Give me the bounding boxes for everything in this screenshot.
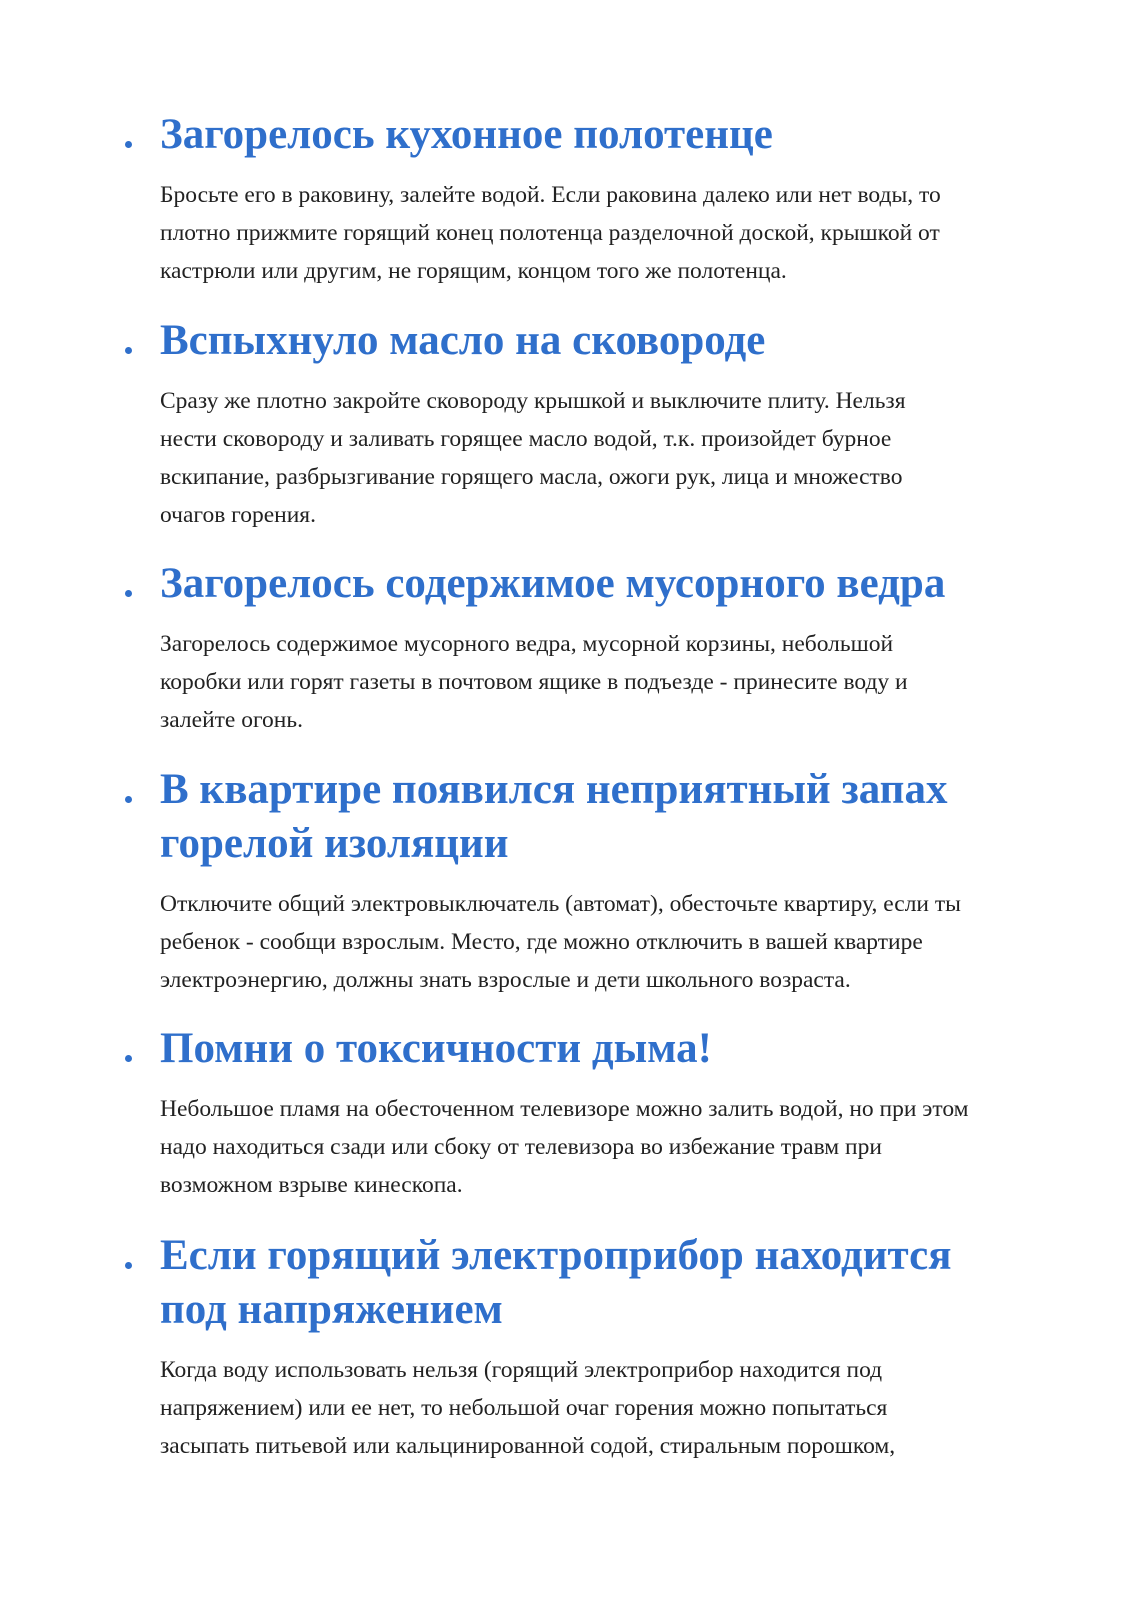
body-line: Загорелось содержимое мусорного ведра, мусорной корзины, небольшой	[160, 631, 894, 657]
section-body	[160, 1090, 1060, 1204]
section-body	[160, 176, 1060, 290]
body-line: коробки или горят газеты в почтовом ящике в подъезде - принесите воду и	[160, 669, 908, 695]
body-line: плотно прижмите горящий конец полотенца разделочной доской, крышкой от	[160, 220, 940, 246]
bullet-icon	[125, 347, 132, 354]
section-body	[160, 885, 1060, 999]
section-heading	[160, 557, 1060, 611]
body-line: кастрюли или другим, не горящим, концом того же полотенца.	[160, 258, 787, 284]
body-line: Сразу же плотно закройте сковороду крышкой и выключите плиту. Нельзя	[160, 388, 906, 414]
bullet-icon	[125, 590, 132, 597]
bullet-icon	[125, 141, 132, 148]
section-heading	[160, 763, 1060, 871]
body-line: возможном взрыве кинескопа.	[160, 1172, 463, 1198]
body-line: Отключите общий электровыключатель (автомат), обесточьте квартиру, если ты	[160, 891, 961, 917]
body-line: нести сковороду и заливать горящее масло водой, т.к. произойдет бурное	[160, 426, 892, 452]
body-line: засыпать питьевой или кальцинированной содой, стиральным порошком,	[160, 1433, 896, 1459]
bullet-icon	[125, 1262, 132, 1269]
heading-line: В квартире появился неприятный запах	[160, 766, 948, 813]
bullet-icon	[125, 796, 132, 803]
heading-line: горелой изоляции	[160, 820, 509, 867]
heading-line: Загорелось кухонное полотенце	[160, 111, 773, 158]
section-body	[160, 1351, 1060, 1465]
body-line: Бросьте его в раковину, залейте водой. Если раковина далеко или нет воды, то	[160, 182, 941, 208]
body-line: ребенок - сообщи взрослым. Место, где можно отключить в вашей квартире	[160, 929, 923, 955]
body-line: надо находиться сзади или сбоку от телевизора во избежание травм при	[160, 1134, 882, 1160]
section-body	[160, 625, 1060, 739]
heading-line: Загорелось содержимое мусорного ведра	[160, 560, 946, 607]
heading-line: Вспыхнуло масло на сковороде	[160, 317, 766, 364]
body-line: Когда воду использовать нельзя (горящий электроприбор находится под	[160, 1357, 883, 1383]
body-line: очагов горения.	[160, 502, 316, 528]
heading-line: под напряжением	[160, 1286, 503, 1333]
body-line: Небольшое пламя на обесточенном телевизоре можно залить водой, но при этом	[160, 1096, 969, 1122]
section-heading	[160, 108, 1060, 162]
body-line: напряжением) или ее нет, то небольшой очаг горения можно попытаться	[160, 1395, 888, 1421]
heading-line: Помни о токсичности дыма!	[160, 1025, 712, 1072]
body-line: залейте огонь.	[160, 707, 303, 733]
section-heading	[160, 1229, 1060, 1337]
body-line: вскипание, разбрызгивание горящего масла, ожоги рук, лица и множество	[160, 464, 903, 490]
heading-line: Если горящий электроприбор находится	[160, 1232, 952, 1279]
body-line: электроэнергию, должны знать взрослые и дети школьного возраста.	[160, 967, 851, 993]
section-heading	[160, 1022, 1060, 1076]
section-body	[160, 382, 1060, 534]
section-heading	[160, 314, 1060, 368]
bullet-icon	[125, 1055, 132, 1062]
